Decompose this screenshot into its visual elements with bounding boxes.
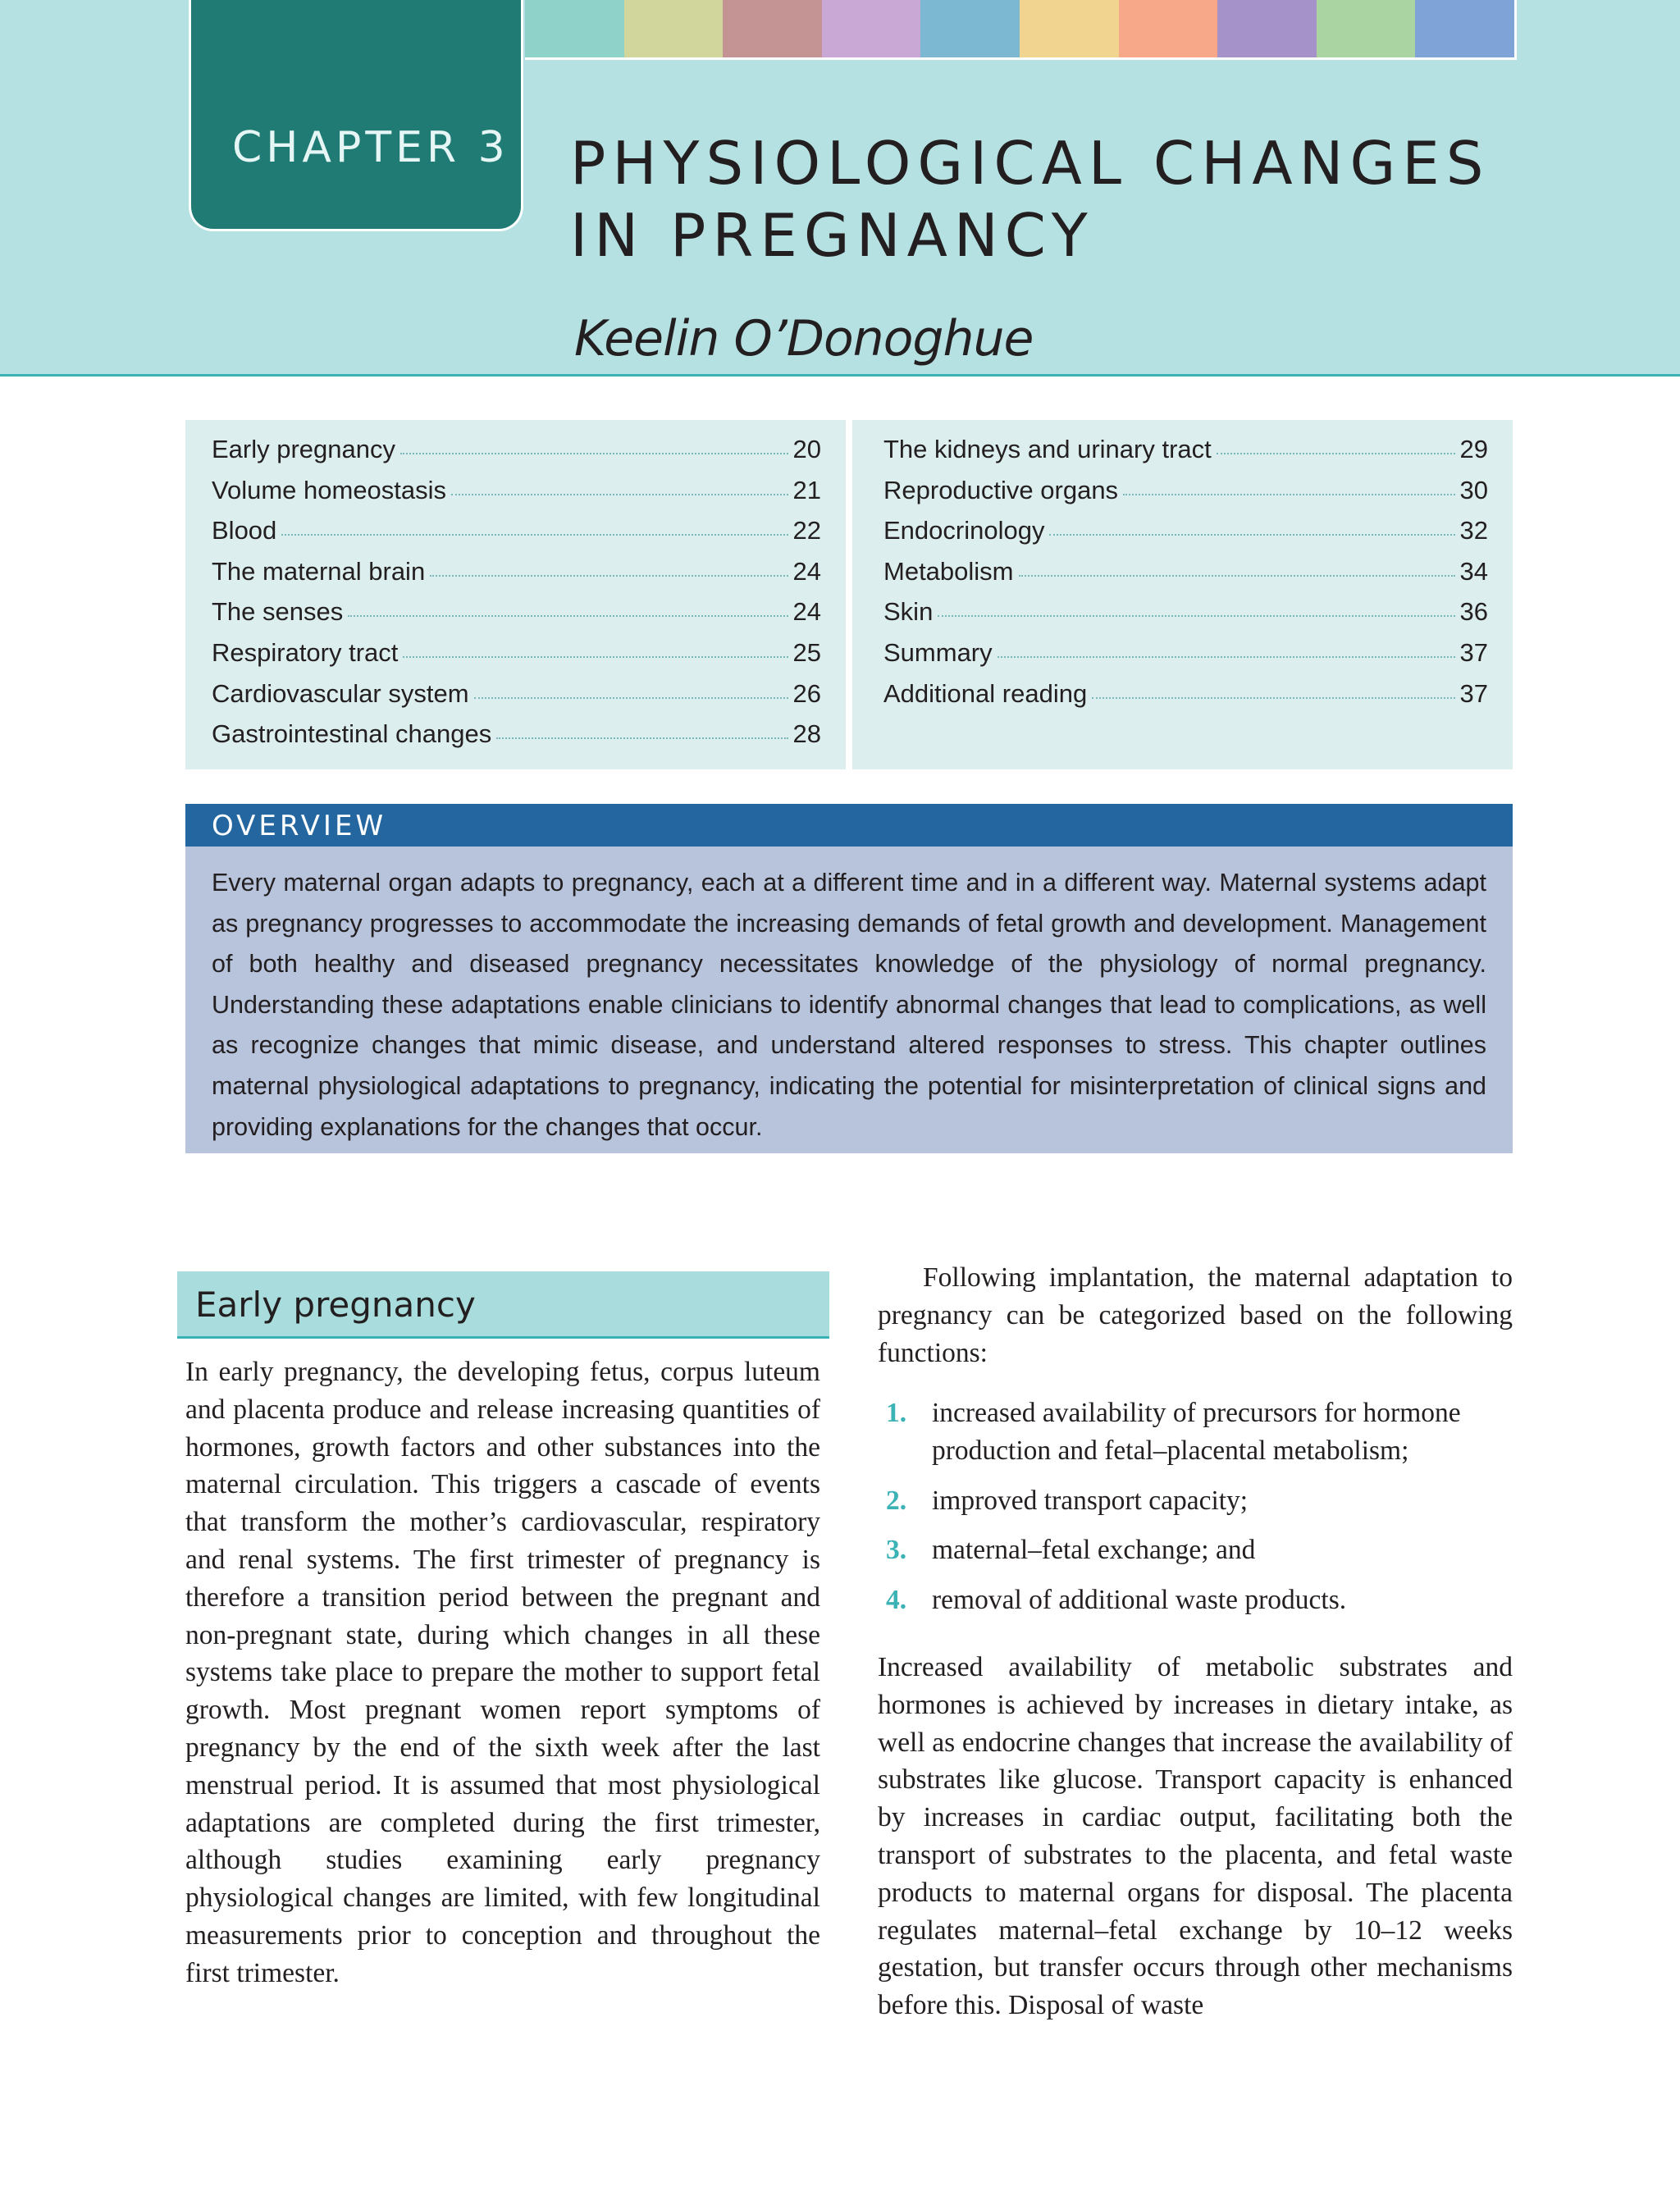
color-stripe-bar [525, 0, 1517, 60]
color-stripe [920, 0, 1020, 57]
dot-leader [430, 575, 788, 577]
chapter-number-tab [189, 0, 523, 231]
contents-entry-label: Cardiovascular system [212, 678, 469, 708]
list-number: 4. [886, 1585, 907, 1616]
contents-entry-page: 37 [1459, 637, 1488, 667]
contents-entry-page: 37 [1459, 678, 1488, 708]
overview-text: Every maternal organ adapts to pregnancy, each at a different time and in a different way. Maternal systems adapt as pregnancy progresses to accommodate the increasing demands of fetal growth and development. Management of both healthy and diseased pregnancy necessitates knowledge of the physiology of normal pregnancy. Understanding these adaptations enable clinicians to identify abnormal changes that lead to complications, as well as recognize changes that mimic disease, and understand altered responses to stress. This chapter outlines maternal physiological adaptations to pregnancy, indicating the potential for misinterpretation of clinical signs and providing explanations for the changes that occur. [185, 847, 1513, 1153]
dot-leader [403, 656, 788, 658]
contents-entry[interactable] [212, 435, 821, 476]
contents-entry[interactable] [212, 719, 821, 760]
contents-list-right [852, 420, 1513, 769]
chapter-author: Keelin O’Donoghue [574, 310, 1034, 367]
contents-entry-page: 24 [792, 556, 821, 586]
contents-entry[interactable] [883, 516, 1488, 557]
contents-entry-page: 20 [792, 435, 821, 463]
list-number: 1. [886, 1398, 907, 1428]
body-paragraph-intro: Following implantation, the maternal adaptation to pregnancy can be categorized based on the following functions: [878, 1262, 1513, 1368]
contents-entry[interactable] [212, 638, 821, 679]
contents-entry-page: 25 [792, 637, 821, 667]
dot-leader [281, 534, 788, 536]
body-paragraph-right: Increased availability of metabolic substrates and hormones is achieved by increases in dietary intake, as well as endocrine changes that increase the availability of substrates like glucose. Transport capacity is enhanced by increases in cardiac output, facilitating both the transport of substrates to the placenta, and fetal waste products to maternal organs for disposal. The placenta regulates maternal–fetal exchange by 10–12 weeks gestation, but transfer occurs through other mechanisms before this. Disposal of waste [878, 1652, 1513, 2021]
list-item [878, 1482, 1513, 1520]
list-text: increased availability of precursors for hormone production and fetal–placental metabolism; [932, 1398, 1461, 1466]
numbered-list [878, 1394, 1513, 1632]
list-text: improved transport capacity; [932, 1485, 1249, 1516]
contents-entry[interactable] [883, 638, 1488, 679]
body-paragraph-left: In early pregnancy, the developing fetus, corpus luteum and placenta produce and release increasing quantities of hormones, growth factors and other substances into the maternal circulation. This triggers a cascade of events that transform the mother’s cardiovascular, respiratory and renal systems. The first trimester of pregnancy is therefore a transition period between the pregnant and non-pregnant state, during which changes in all these systems take place to prepare the mother to support fetal growth. Most pregnant women report symptoms of pregnancy by the end of the sixth week after the last menstrual period. It is assumed that most physiological adaptations are completed during the first trimester, although studies examining early pregnancy physiological changes are limited, with few longitudinal measurements prior to conception and throughout the first trimester. [185, 1357, 820, 1988]
contents-entry-page: 26 [792, 678, 821, 708]
color-stripe [822, 0, 921, 57]
contents-entry[interactable] [212, 597, 821, 638]
chapter-header-band [0, 0, 1680, 377]
color-stripe [1119, 0, 1218, 57]
color-stripe [1217, 0, 1317, 57]
chapter-title-line: IN PREGNANCY [570, 201, 1094, 270]
contents-entry[interactable] [883, 679, 1488, 720]
list-item [878, 1394, 1513, 1470]
color-stripe [525, 0, 624, 57]
chapter-title-line: PHYSIOLOGICAL CHANGES [570, 129, 1491, 198]
dot-leader [938, 615, 1454, 617]
contents-entry-label: Blood [212, 516, 277, 545]
dot-leader [998, 656, 1455, 658]
dot-leader [348, 615, 788, 617]
contents-entry-label: Respiratory tract [212, 637, 399, 667]
color-stripe [1020, 0, 1119, 57]
contents-entry-page: 22 [792, 516, 821, 545]
contents-entry[interactable] [212, 516, 821, 557]
contents-entry-page: 30 [1459, 475, 1488, 504]
contents-entry-label: The senses [212, 597, 344, 627]
contents-entry-page: 28 [792, 719, 821, 749]
contents-entry-page: 21 [792, 475, 821, 504]
list-number: 3. [886, 1535, 907, 1566]
dot-leader [474, 697, 788, 699]
contents-list-left [185, 420, 846, 769]
contents-entry-page: 34 [1459, 556, 1488, 586]
contents-entry-page: 29 [1459, 435, 1488, 463]
contents-entry-page: 32 [1459, 516, 1488, 545]
dot-leader [1217, 453, 1455, 454]
color-stripe [624, 0, 724, 57]
contents-entry[interactable] [212, 679, 821, 720]
section-heading: Early pregnancy [177, 1271, 829, 1339]
overview-heading: OVERVIEW [185, 804, 1513, 847]
dot-leader [400, 453, 788, 454]
contents-entry-label: Reproductive organs [883, 475, 1119, 504]
list-item [878, 1531, 1513, 1569]
dot-leader [451, 494, 788, 495]
list-item [878, 1581, 1513, 1619]
list-number: 2. [886, 1485, 907, 1516]
dot-leader [1019, 575, 1455, 577]
chapter-title [570, 127, 1490, 272]
dot-leader [1092, 697, 1454, 699]
color-stripe [723, 0, 822, 57]
list-text: maternal–fetal exchange; and [932, 1535, 1256, 1566]
list-text: removal of additional waste products. [932, 1585, 1347, 1616]
contents-entry-label: Volume homeostasis [212, 475, 447, 504]
color-stripe [1317, 0, 1416, 57]
contents-entry[interactable] [883, 557, 1488, 598]
contents-entry-label: Early pregnancy [212, 435, 396, 463]
chapter-label: CHAPTER 3 [232, 123, 509, 172]
contents-entry-label: The maternal brain [212, 556, 426, 586]
contents-entry-page: 24 [792, 597, 821, 627]
contents-entry-label: The kidneys and urinary tract [883, 435, 1212, 463]
color-stripe [1415, 0, 1514, 57]
contents-entry[interactable] [883, 597, 1488, 638]
contents-entry[interactable] [212, 476, 821, 517]
contents-entry-label: Additional reading [883, 678, 1088, 708]
contents-entry-label: Gastrointestinal changes [212, 719, 492, 749]
contents-entry[interactable] [883, 435, 1488, 476]
contents-entry-label: Metabolism [883, 556, 1014, 586]
dot-leader [496, 737, 788, 739]
contents-entry[interactable] [212, 557, 821, 598]
contents-entry[interactable] [883, 476, 1488, 517]
dot-leader [1123, 494, 1454, 495]
contents-entry-label: Endocrinology [883, 516, 1045, 545]
contents-entry-label: Summary [883, 637, 993, 667]
dot-leader [1049, 534, 1454, 536]
contents-entry-page: 36 [1459, 597, 1488, 627]
contents-entry-label: Skin [883, 597, 934, 627]
